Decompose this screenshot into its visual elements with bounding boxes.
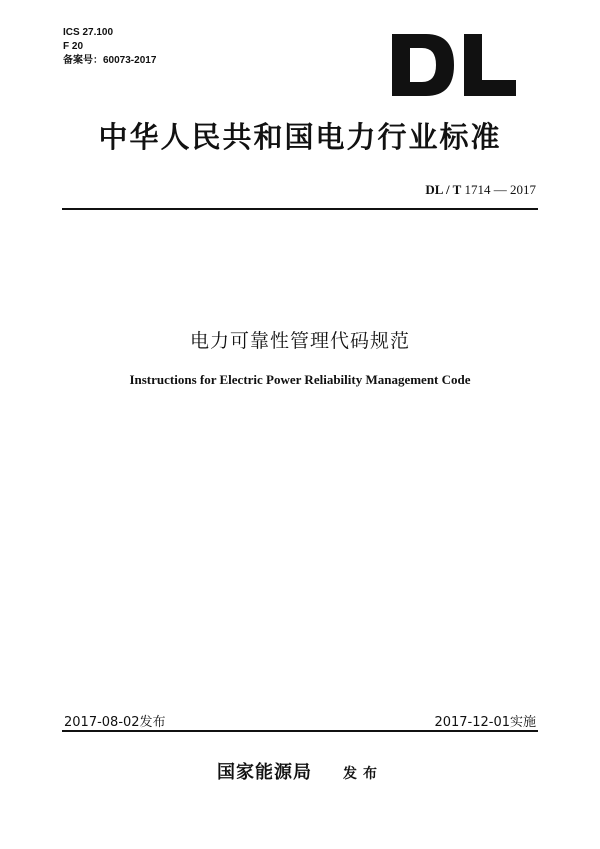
dl-logo — [392, 34, 516, 96]
classification-block — [63, 26, 156, 68]
issuer — [0, 758, 600, 784]
standard-title: 中华人民共和国电力行业标准 — [98, 120, 502, 154]
classification-code: F 20 — [63, 41, 84, 52]
publish-date: 2017-08-02发布 — [64, 715, 166, 730]
document-title-en: Instructions for Electric Power Reliability Management Code — [129, 372, 471, 387]
standard-number — [425, 182, 536, 198]
standard-number-prefix: DL / T — [425, 182, 462, 197]
implement-date: 2017-12-01实施 — [434, 715, 536, 730]
top-rule — [62, 208, 538, 210]
issuer-action: 发布 — [343, 766, 384, 782]
ics-code: ICS 27.100 — [63, 27, 114, 38]
issuer-organization: 国家能源局 — [216, 762, 312, 783]
bottom-rule — [62, 730, 538, 732]
record-number: 备案号：60073-2017 — [63, 55, 157, 66]
document-title-cn: 电力可靠性管理代码规范 — [189, 330, 410, 352]
standard-number-value: 1714 — 2017 — [464, 182, 536, 197]
